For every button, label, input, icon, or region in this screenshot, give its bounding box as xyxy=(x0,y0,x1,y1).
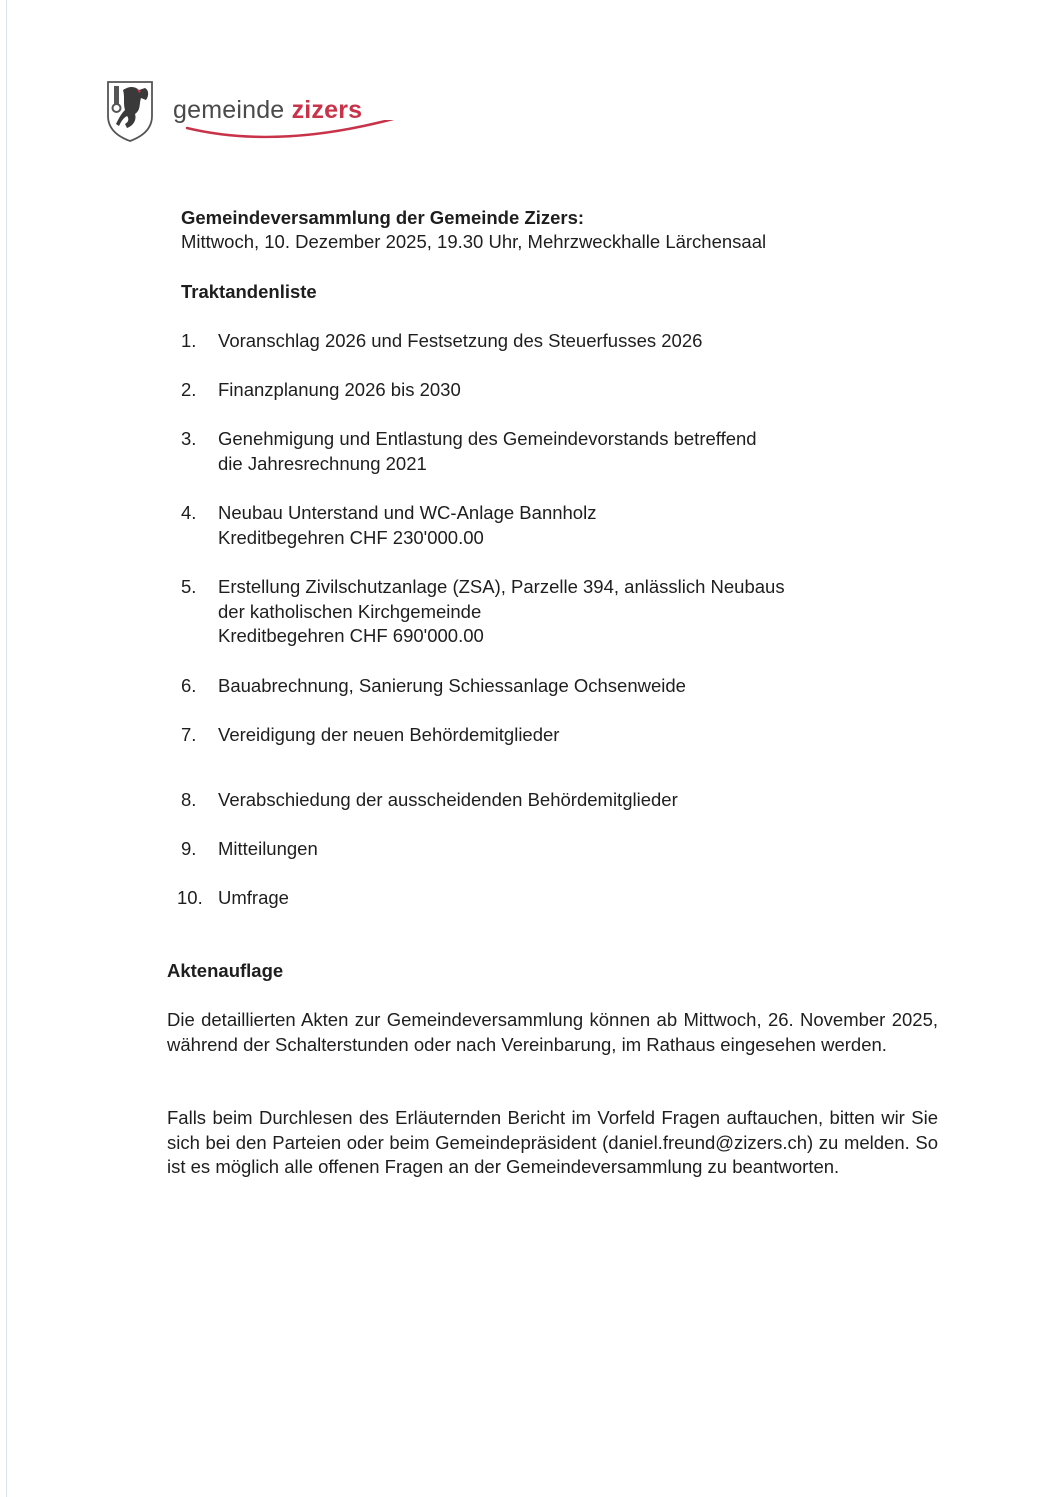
agenda-item-line: Bauabrechnung, Sanierung Schiessanlage Ochsenweide xyxy=(218,675,686,696)
files-heading: Aktenauflage xyxy=(167,960,284,981)
agenda-item-text xyxy=(218,788,678,813)
agenda-item-number: 2. xyxy=(181,379,197,400)
agenda-item-line: Kreditbegehren CHF 690'000.00 xyxy=(218,625,484,646)
agenda-item-text xyxy=(218,501,596,550)
meeting-title: Gemeindeversammlung der Gemeinde Zizers: xyxy=(181,207,585,228)
logo-word-zizers: zizers xyxy=(291,96,363,124)
agenda-item-line: Finanzplanung 2026 bis 2030 xyxy=(218,379,461,400)
agenda-item-text xyxy=(218,674,686,699)
agenda-item-number: 5. xyxy=(181,576,197,597)
coat-of-arms-ibex-icon xyxy=(105,80,155,142)
agenda-item-text xyxy=(218,886,289,911)
agenda-item-number: 3. xyxy=(181,428,197,449)
agenda-item-line: Genehmigung und Entlastung des Gemeindevorstands betreffend xyxy=(218,428,757,449)
meeting-header xyxy=(181,206,766,254)
agenda-item-line: Kreditbegehren CHF 230'000.00 xyxy=(218,526,484,548)
agenda-item-number: 4. xyxy=(181,502,197,523)
agenda-item-line: Vereidigung der neuen Behördemitglieder xyxy=(218,724,560,745)
meeting-date-location: Mittwoch, 10. Dezember 2025, 19.30 Uhr, Mehrzweckhalle Lärchensaal xyxy=(181,231,767,252)
agenda-item-text xyxy=(218,427,757,476)
logo-word-gemeinde: gemeinde xyxy=(173,96,285,124)
agenda-item-line: Voranschlag 2026 und Festsetzung des Steuerfusses 2026 xyxy=(218,330,703,351)
agenda-item-number: 10. xyxy=(177,887,203,908)
agenda-item-text xyxy=(218,723,559,748)
agenda-item-text xyxy=(218,378,461,403)
agenda-item-text xyxy=(218,837,318,862)
logo-swoosh xyxy=(185,120,405,150)
scan-edge-line xyxy=(6,0,7,1497)
files-paragraph-1: Die detaillierten Akten zur Gemeindeversammlung können ab Mittwoch, 26. November 2025, während der Schalterstunden oder nach Vereinbarung, im Rathaus eingesehen werden. xyxy=(167,1009,938,1055)
agenda-item-number: 1. xyxy=(181,330,197,351)
municipality-logo xyxy=(105,80,405,144)
agenda-item-number: 8. xyxy=(181,789,197,810)
agenda-item-line: Erstellung Zivilschutzanlage (ZSA), Parzelle 394, anlässlich Neubaus xyxy=(218,576,785,597)
agenda-item-line: Neubau Unterstand und WC-Anlage Bannholz xyxy=(218,502,597,523)
files-paragraph-2: Falls beim Durchlesen des Erläuternden Bericht im Vorfeld Fragen auftauchen, bitten wir Sie sich bei den Parteien oder beim Gemeindepräsident (daniel.freund@zizers.ch) zu melden. So ist es möglich alle offenen Fragen an der Gemeindeversammlung zu beantworten. xyxy=(167,1107,938,1177)
agenda-item-text xyxy=(218,329,702,354)
agenda-item-line: Verabschiedung der ausscheidenden Behördemitglieder xyxy=(218,789,678,810)
agenda-item-line: Mitteilungen xyxy=(218,838,318,859)
agenda-item-number: 7. xyxy=(181,724,197,745)
agenda-item-line: Umfrage xyxy=(218,887,289,908)
agenda-item-line: die Jahresrechnung 2021 xyxy=(218,452,427,474)
agenda-item-text xyxy=(218,575,785,649)
agenda-item-number: 9. xyxy=(181,838,197,859)
agenda-heading: Traktandenliste xyxy=(181,281,317,302)
agenda-item-number: 6. xyxy=(181,675,197,696)
agenda-item-line: der katholischen Kirchgemeinde xyxy=(218,600,482,622)
